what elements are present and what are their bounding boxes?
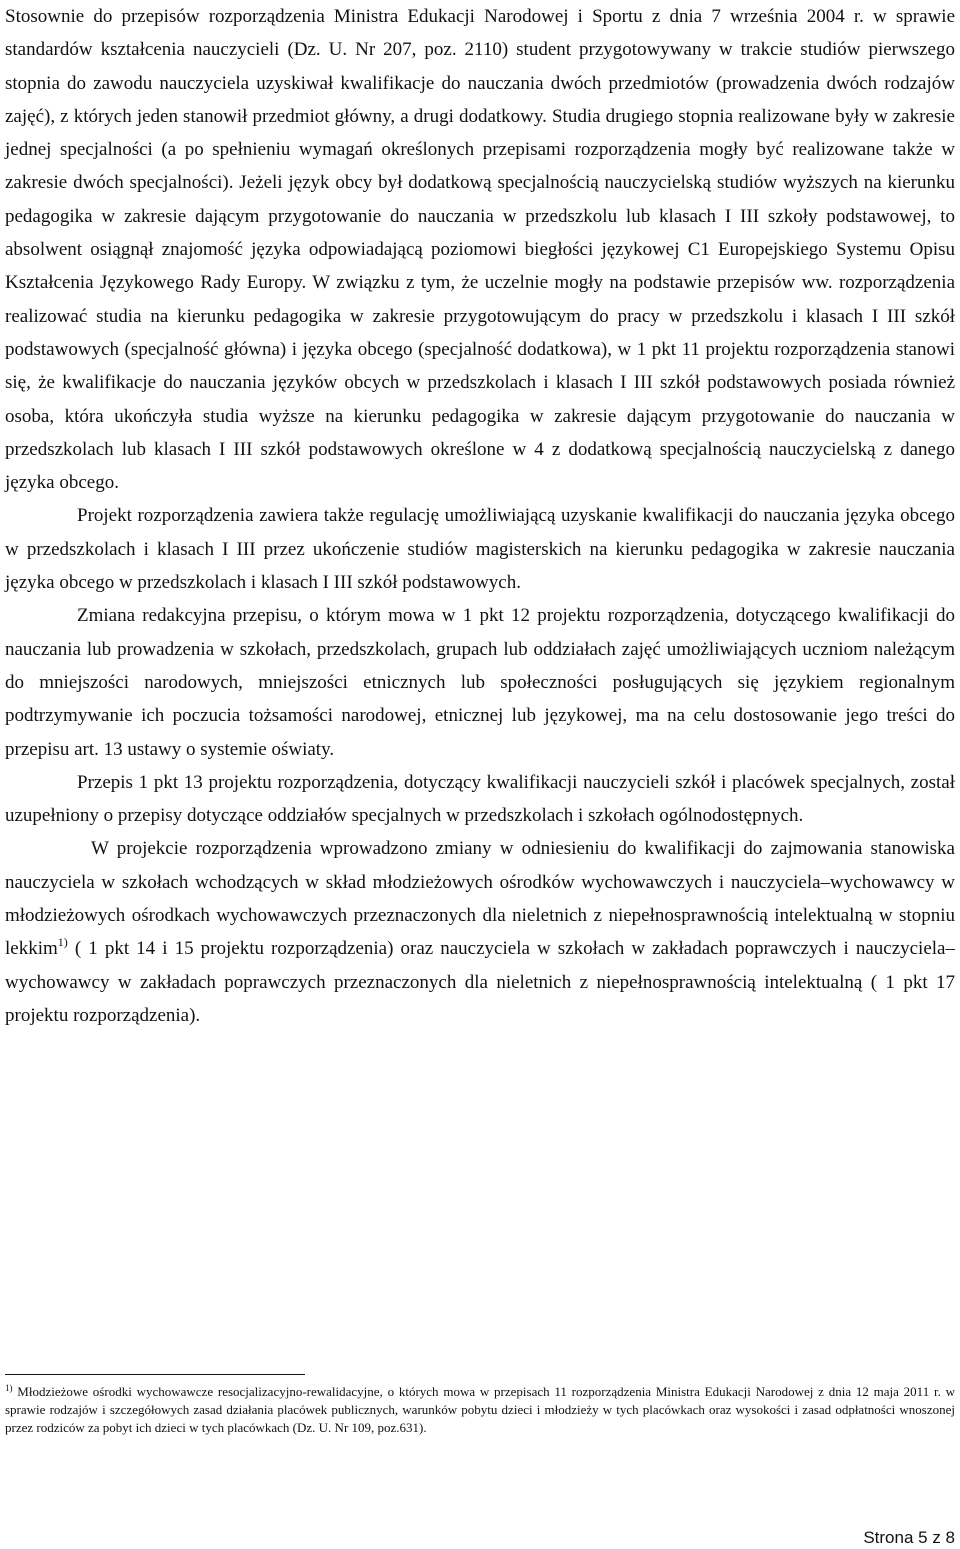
paragraph-3: Zmiana redakcyjna przepisu, o którym mowa w 1 pkt 12 projektu rozporządzenia, dotyczącego kwalifikacji do nauczania lub prowadzenia w szkołach, przedszkolach, grupach lub oddziałach zajęć umożliwiających uczniom należącym do mniejszości narodowych, mniejszości etnicznych lub społeczności posługujących się językiem regionalnym podtrzymywanie ich poczucia tożsamości narodowej, etnicznej lub językowej, ma na celu dostosowanie jego treści do przepisu art. 13 ustawy o systemie oświaty. (5, 605, 955, 760)
footnote-marker: 1) (5, 1383, 13, 1393)
paragraph-1: Stosownie do przepisów rozporządzenia Ministra Edukacji Narodowej i Sportu z dnia 7 września 2004 r. w sprawie standardów kształcenia nauczycieli (Dz. U. Nr 207, poz. 2110) student przygotowywany w trakcie studiów pierwszego stopnia do zawodu nauczyciela uzyskiwał kwalifikacje do nauczania dwóch przedmiotów (prowadzenia dwóch rodzajów zajęć), z których jeden stanowił przedmiot główny, a drugi dodatkowy. Studia drugiego stopnia realizowane były w zakresie jednej specjalności (a po spełnieniu wymagań określonych przepisami rozporządzenia mogły być realizowane także w zakresie dwóch specjalności). Jeżeli język obcy był dodatkową specjalnością nauczycielską studiów wyższych na kierunku pedagogika w zakresie dającym przygotowanie do nauczania w przedszkolu lub klasach I III szkoły podstawowej, to absolwent osiągnął znajomość języka odpowiadającą poziomowi biegłości językowej C1 Europejskiego Systemu Opisu Kształcenia Językowego Rady Europy. W związku z tym, że uczelnie mogły na podstawie przepisów ww. rozporządzenia realizować studia na kierunku pedagogika w zakresie przygotowującym do pracy w przedszkolu i klasach I III szkół podstawowych (specjalność główna) i języka obcego (specjalność dodatkowa), w 1 pkt 11 projektu rozporządzenia stanowi się, że kwalifikacje do nauczania języków obcych w przedszkolach i klasach I III szkół podstawowych posiada również osoba, która ukończyła studia wyższe na kierunku pedagogika w zakresie dającym przygotowanie do nauczania w przedszkolach lub klasach I III szkół podstawowych określone w 4 z dodatkową specjalnością nauczycielską z danego języka obcego. (5, 6, 955, 494)
paragraph-4: Przepis 1 pkt 13 projektu rozporządzenia, dotyczący kwalifikacji nauczycieli szkół i placówek specjalnych, został uzupełniony o przepisy dotyczące oddziałów specjalnych w przedszkolach i szkołach ogólnodostępnych. (5, 771, 955, 827)
page-number: Strona 5 z 8 (863, 1528, 955, 1547)
paragraph-5-text-end: ( 1 pkt 14 i 15 projektu rozporządzenia) oraz nauczyciela w szkołach w zakładach poprawczych i nauczyciela–wychowawcy w zakładach poprawczych przeznaczonych dla nieletnich z niepełnosprawnością intelektualną ( 1 pkt 17 projektu rozporządzenia). (5, 938, 955, 1026)
paragraph-5 (5, 832, 955, 1032)
footnote-separator (5, 1374, 305, 1375)
footnote-text: Młodzieżowe ośrodki wychowawcze resocjalizacyjno-rewalidacyjne, o których mowa w przepisach 11 rozporządzenia Ministra Edukacji Narodowej z dnia 12 maja 2011 r. w sprawie rodzajów i szczegółowych zasad działania placówek publicznych, warunków pobytu dzieci i młodzieży w tych placówkach oraz wysokości i zasad odpłatności wnoszonej przez rodziców za pobyt ich dzieci w tych placówkach (Dz. U. Nr 109, poz.631). (5, 1384, 956, 1435)
footnote (5, 1383, 955, 1437)
paragraph-5-text-start: W projekcie rozporządzenia wprowadzono zmiany w odniesieniu do kwalifikacji do zajmowania stanowiska nauczyciela w szkołach wchodzących w skład młodzieżowych ośrodków wychowawczych i nauczyciela–wychowawcy w młodzieżowych ośrodkach wychowawczych przeznaczonych dla nieletnich z niepełnosprawnością intelektualną w stopniu lekkim (5, 838, 955, 960)
document-page (5, 0, 955, 1032)
footnote-reference: 1) (57, 935, 68, 950)
paragraph-2: Projekt rozporządzenia zawiera także regulację umożliwiającą uzyskanie kwalifikacji do nauczania języka obcego w przedszkolach i klasach I III przez ukończenie studiów magisterskich na kierunku pedagogika w zakresie nauczania języka obcego w przedszkolach i klasach I III szkół podstawowych. (5, 505, 955, 594)
